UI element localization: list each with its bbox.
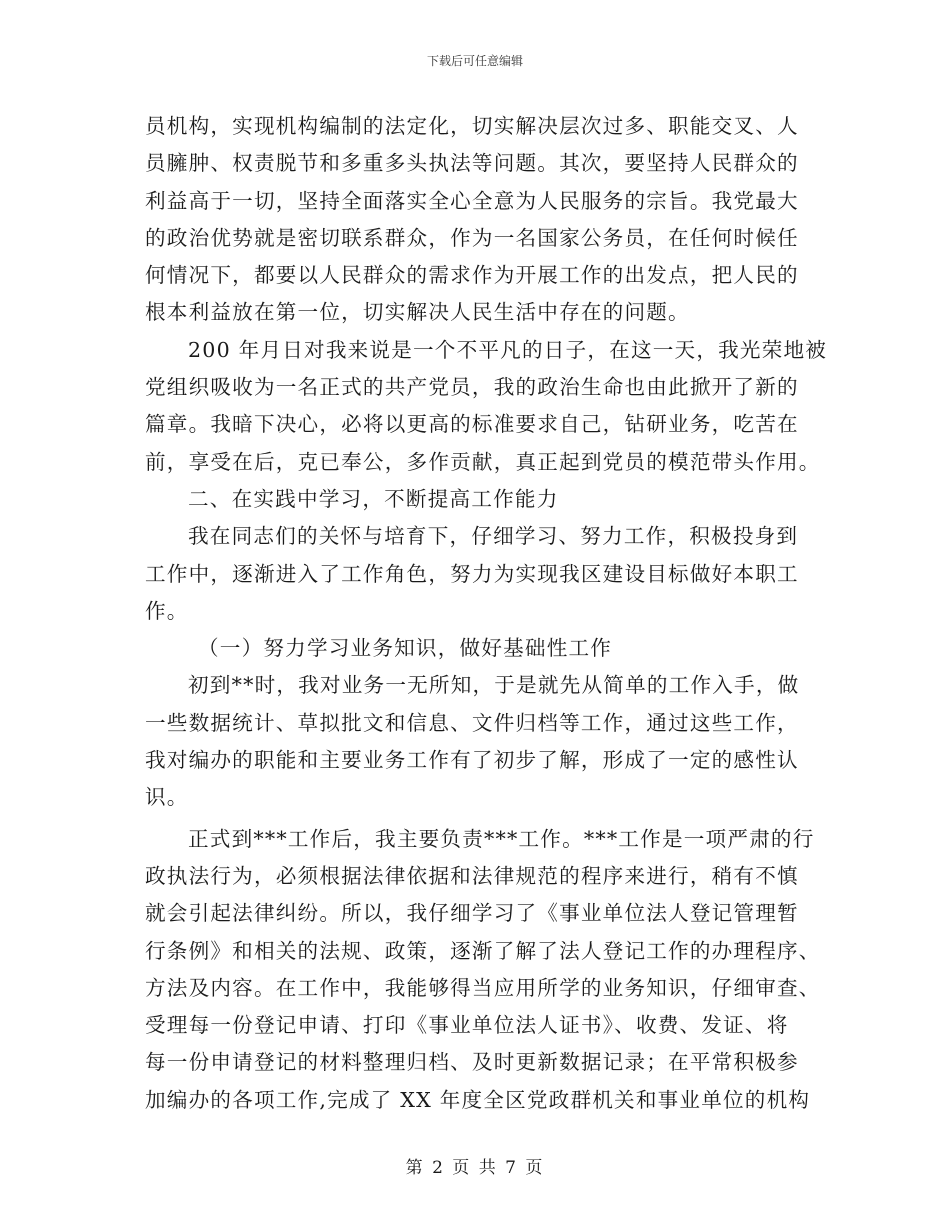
paragraph-start-line: 正式到***工作后，我主要负责***工作。***工作是一项严肃的行 <box>188 826 815 851</box>
text-line: 员臃肿、权责脱节和多重多头执法等问题。其次，要坚持人民群众的 <box>145 151 799 176</box>
paragraph-start-line: 初到**时，我对业务一无所知，于是就先从简单的工作入手，做 <box>188 673 800 698</box>
text-line: 方法及内容。在工作中，我能够得当应用所学的业务知识，仔细审查、 <box>145 975 821 1000</box>
text-line: 工作中，逐渐进入了工作角色，努力为实现我区建设目标做好本职工 <box>145 561 799 586</box>
text-line: 加编办的各项工作,完成了 XX 年度全区党政群机关和事业单位的机构 <box>145 1087 811 1112</box>
page-header: 下载后可任意编辑 <box>426 54 523 68</box>
page-number-footer: 第 2 页 共 7 页 <box>405 1158 545 1178</box>
text-line: 一些数据统计、草拟批文和信息、文件归档等工作，通过这些工作， <box>145 710 799 735</box>
text-line: 何情况下，都要以人民群众的需求作为开展工作的出发点，把人民的 <box>145 263 799 288</box>
text-line: 识。 <box>145 785 189 810</box>
text-line: 受理每一份登记申请、打印《事业单位法人证书》、收费、发证、将 <box>145 1013 789 1038</box>
text-line: 政执法行为，必须根据法律依据和法律规范的程序来进行，稍有不慎 <box>145 863 799 888</box>
section-heading: 二、在实践中学习，不断提高工作能力 <box>188 486 559 511</box>
text-line: 的政治优势就是密切联系群众，作为一名国家公务员，在任何时候任 <box>145 225 799 250</box>
text-line: 利益高于一切，坚持全面落实全心全意为人民服务的宗旨。我党最大 <box>145 188 799 213</box>
document-body <box>145 108 828 1119</box>
text-line: 根本利益放在第一位，切实解决人民生活中存在的问题。 <box>145 300 690 325</box>
text-line: 我对编办的职能和主要业务工作有了初步了解，形成了一定的感性认 <box>145 748 799 773</box>
text-line: 前，享受在后，克已奉公，多作贡献，真正起到党员的模范带头作用。 <box>145 449 821 474</box>
text-line: 行条例》和相关的法规、政策，逐渐了解了法人登记工作的办理程序、 <box>145 938 821 963</box>
paragraph-start-line: 200 年月日对我来说是一个不平凡的日子，在这一天，我光荣地被 <box>188 337 828 362</box>
text-line: 员机构，实现机构编制的法定化，切实解决层次过多、职能交叉、人 <box>145 114 799 138</box>
text-line: 每一份申请登记的材料整理归档、及时更新数据记录；在平常积极参 <box>145 1050 799 1075</box>
text-line: 作。 <box>145 598 189 623</box>
paragraph-start-line: 我在同志们的关怀与培育下，仔细学习、努力工作，积极投身到 <box>188 524 799 549</box>
text-line: 党组织吸收为一名正式的共产党员，我的政治生命也由此掀开了新的 <box>145 375 799 400</box>
text-line: 就会引起法律纠纷。所以，我仔细学习了《事业单位法人登记管理暂 <box>145 901 799 926</box>
subsection-heading: （一）努力学习业务知识，做好基础性工作 <box>198 636 613 661</box>
text-line: 篇章。我暗下决心，必将以更高的标准要求自己，钻研业务，吃苦在 <box>145 412 799 437</box>
